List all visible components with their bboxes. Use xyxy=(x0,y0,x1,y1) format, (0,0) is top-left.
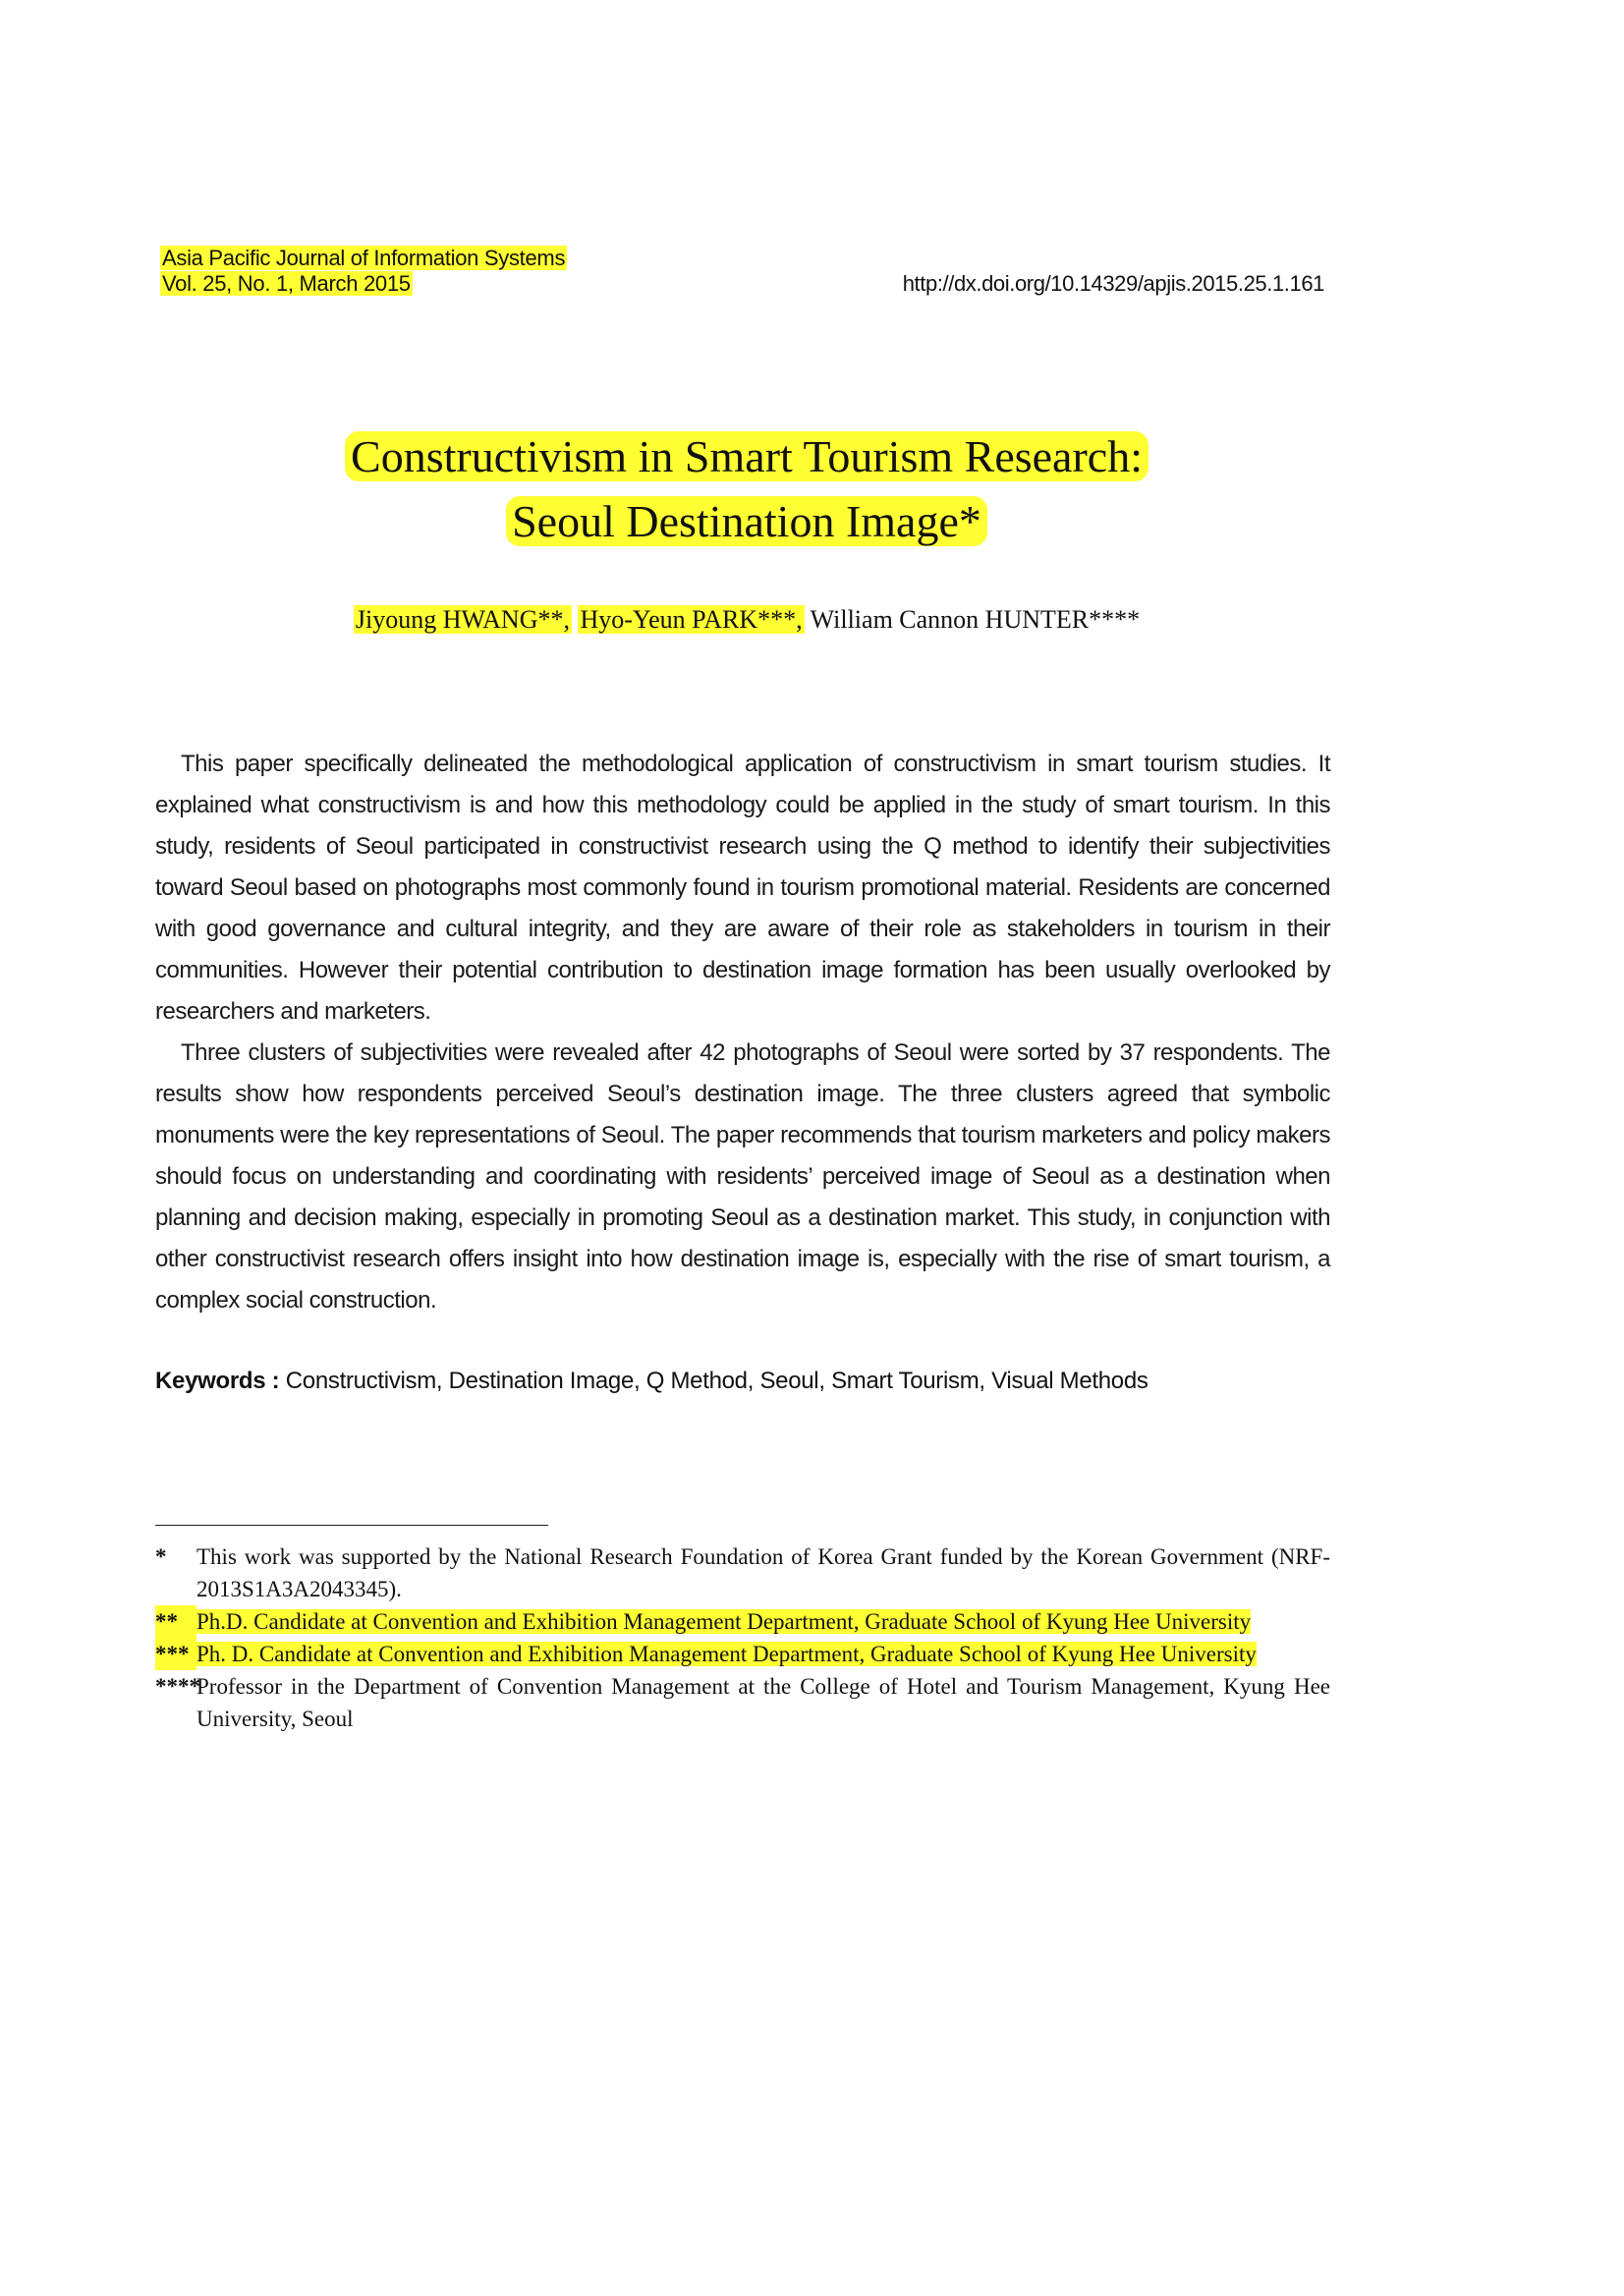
footnote-mark: * xyxy=(155,1544,167,1569)
journal-name: Asia Pacific Journal of Information Systems xyxy=(162,246,566,270)
footnote-divider xyxy=(155,1525,548,1526)
keywords-label: Keywords : xyxy=(155,1368,280,1394)
footnote-mark: ** xyxy=(155,1605,196,1638)
doi-link[interactable]: http://dx.doi.org/10.14329/apjis.2015.25.1.161 xyxy=(902,271,1324,296)
title-line-1: Constructivism in Smart Tourism Research: xyxy=(345,431,1148,481)
footnote-text: Ph. D. Candidate at Convention and Exhibition Management Department, Graduate School of Kyung Hee University xyxy=(196,1642,1257,1666)
footnote-text: Professor in the Department of Convention Management at the College of Hotel and Tourism Management, Kyung Hee University, Seoul xyxy=(196,1674,1330,1731)
keywords xyxy=(155,1366,1330,1397)
abstract-paragraph-1: This paper specifically delineated the methodological application of constructivism in smart tourism studies. It explained what constructivism is and how this methodology could be applied in the study of smart tourism. In this study, residents of Seoul participated in constructivist research using the Q method to identify their subjectivities toward Seoul based on photographs most commonly found in tourism promotional material. Residents are concerned with good governance and cultural integrity, and they are aware of their role as stakeholders in tourism in their communities. However their potential contribution to destination image formation has been usually overlooked by researchers and marketers. xyxy=(155,751,1330,1025)
footnote-mark: *** xyxy=(155,1638,196,1670)
abstract xyxy=(155,744,1330,1321)
footnote-funding xyxy=(155,1540,1330,1605)
footnote-mark: **** xyxy=(155,1674,200,1699)
author-hwang: Jiyoung HWANG**, xyxy=(355,605,570,634)
author-park: Hyo-Yeun PARK***, xyxy=(580,605,803,634)
author-list xyxy=(0,603,1493,637)
footnote-park xyxy=(155,1638,1330,1670)
title-line-2: Seoul Destination Image* xyxy=(506,496,987,546)
paper-title xyxy=(0,424,1493,554)
keywords-list: Constructivism, Destination Image, Q Method, Seoul, Smart Tourism, Visual Methods xyxy=(285,1368,1148,1394)
author-hunter: William Cannon HUNTER**** xyxy=(810,605,1141,634)
footnote-text: Ph.D. Candidate at Convention and Exhibition Management Department, Graduate School of Kyung Hee University xyxy=(196,1609,1252,1634)
footnote-hwang xyxy=(155,1605,1330,1638)
footnote-text: This work was supported by the National Research Foundation of Korea Grant funded by the Korean Government (NRF-2013S1A3A2043345). xyxy=(196,1544,1330,1601)
journal-header xyxy=(160,246,567,297)
abstract-paragraph-2: Three clusters of subjectivities were revealed after 42 photographs of Seoul were sorted by 37 respondents. The results show how respondents perceived Seoul’s destination image. The three clusters agreed that symbolic monuments were the key representations of Seoul. The paper recommends that tourism marketers and policy makers should focus on understanding and coordinating with residents’ perceived image of Seoul as a destination when planning and decision making, especially in promoting Seoul as a destination market. This study, in conjunction with other constructivist research offers insight into how destination image is, especially with the rise of smart tourism, a complex social construction. xyxy=(155,1039,1330,1314)
volume-info: Vol. 25, No. 1, March 2015 xyxy=(162,271,411,296)
footnotes xyxy=(155,1540,1330,1735)
footnote-hunter xyxy=(155,1670,1330,1735)
